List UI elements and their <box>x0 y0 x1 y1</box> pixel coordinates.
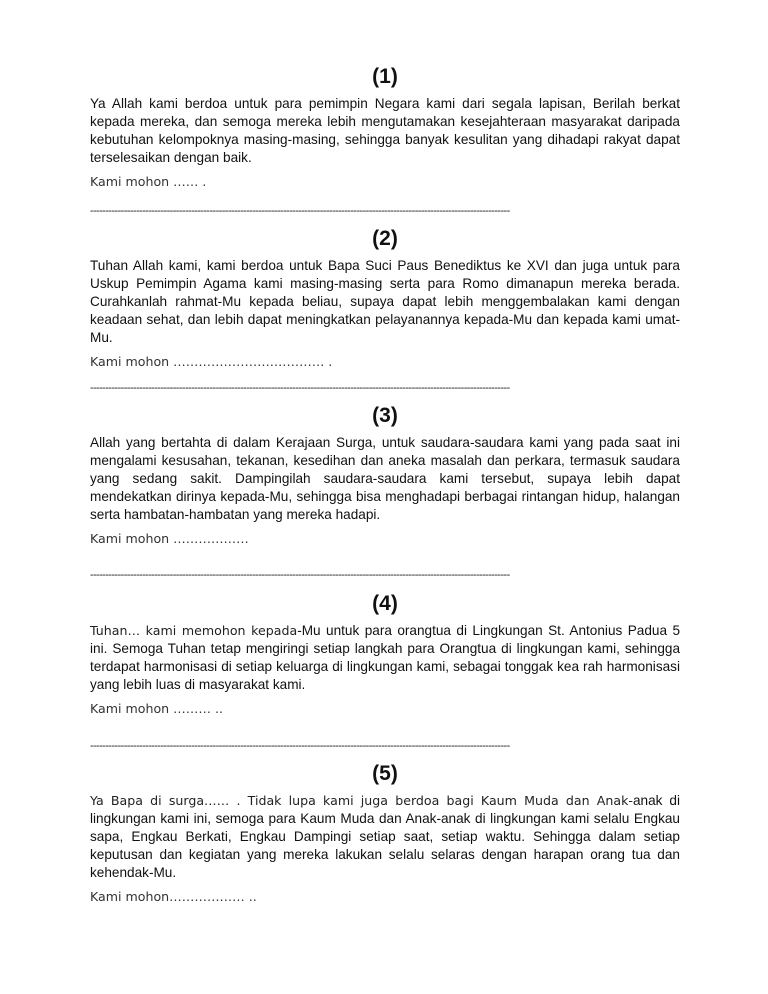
prayer-text <box>90 257 680 347</box>
prayer-lead: Tuhan… kami memohon kepada <box>90 623 298 638</box>
section-divider: ----------------------------------------------------------------------------------------------------------------------------------------- <box>90 205 510 217</box>
prayer-body: anak di lingkungan kami ini, semoga para Kaum Muda dan Anak-anak di lingkungan kami selalu Engkau sapa, Engkau Berkati, Engkau Dampingi setiap saat, setiap waktu. Sehingga dalam setiap keputusan dan kegiatan yang mereka lakukan selalu selaras dengan harapan orang tua dan kehendak-Mu. <box>90 793 680 880</box>
section-divider: ----------------------------------------------------------------------------------------------------------------------------------------- <box>90 382 510 394</box>
prayer-section-1 <box>90 62 680 202</box>
prayer-response: Kami mohon……………… .. <box>90 889 257 904</box>
section-divider: ----------------------------------------------------------------------------------------------------------------------------------------- <box>90 740 510 752</box>
prayer-text <box>90 434 680 524</box>
prayer-body: Ya Allah kami berdoa untuk para pemimpin Negara kami dari segala lapisan, Berilah berkat kepada mereka, dan semoga mereka lebih mengutamakan kesejahteraan masyarakat daripada kebutuhan kelompoknya masing-masing, sehingga banyak kesulitan yang dihadapi rakyat dapat terselesaikan dengan baik. <box>90 96 680 165</box>
prayer-section-3 <box>90 401 680 548</box>
prayer-body: -Mu untuk para orangtua di Lingkungan St. Antonius Padua 5 ini. Semoga Tuhan tetap mengiringi setiap langkah para Orangtua di lingkungan kami, sehingga terdapat harmonisasi di setiap keluarga di lingkungan kami, sebagai tonggak kea rah harmonisasi yang lebih luas di masyarakat kami. <box>90 623 681 692</box>
prayer-text <box>90 95 680 167</box>
prayer-number: (3) <box>372 404 398 427</box>
prayer-lead: Ya Bapa di surga…… . Tidak lupa kami juga berdoa bagi Kaum Muda dan Anak- <box>90 793 633 808</box>
prayer-number: (5) <box>372 762 398 785</box>
prayer-number: (2) <box>372 227 398 250</box>
prayer-body: Allah yang bertahta di dalam Kerajaan Surga, untuk saudara-saudara kami yang pada saat ini mengalami kesusahan, tekanan, kesedihan dan aneka masalah dan perkara, termasuk saudara yang sedang sakit. Dampingilah saudara-saudara kami tersebut, supaya lebih dapat mendekatkan dirinya kepada-Mu, sehingga bisa menghadapi berbagai rintangan hidup, halangan serta hambatan-hambatan yang mereka hadapi. <box>90 435 680 522</box>
prayer-text <box>90 622 680 694</box>
prayer-response: Kami mohon …… . <box>90 174 207 189</box>
prayer-section-2 <box>90 224 680 371</box>
document-page <box>90 62 681 904</box>
prayer-section-4 <box>90 589 680 718</box>
prayer-body: Tuhan Allah kami, kami berdoa untuk Bapa Suci Paus Benediktus ke XVI dan juga untuk para Uskup Pemimpin Agama kami masing-masing serta para Romo dimanapun mereka berada. Curahkanlah rahmat-Mu kepada beliau, supaya dapat lebih menggembalakan kami dengan keadaan sehat, dan lebih dapat meningkatkan pelayanannya kepada-Mu dan kepada kami umat-Mu. <box>90 258 680 345</box>
prayer-text <box>90 792 680 882</box>
prayer-response: Kami mohon ……………………………… . <box>90 354 333 369</box>
prayer-number: (4) <box>372 592 398 615</box>
prayer-number: (1) <box>372 65 398 88</box>
prayer-section-5 <box>90 759 680 906</box>
prayer-response: Kami mohon ……… .. <box>90 701 223 716</box>
prayer-response: Kami mohon ……………… <box>90 531 249 546</box>
section-divider: ----------------------------------------------------------------------------------------------------------------------------------------- <box>90 569 510 581</box>
